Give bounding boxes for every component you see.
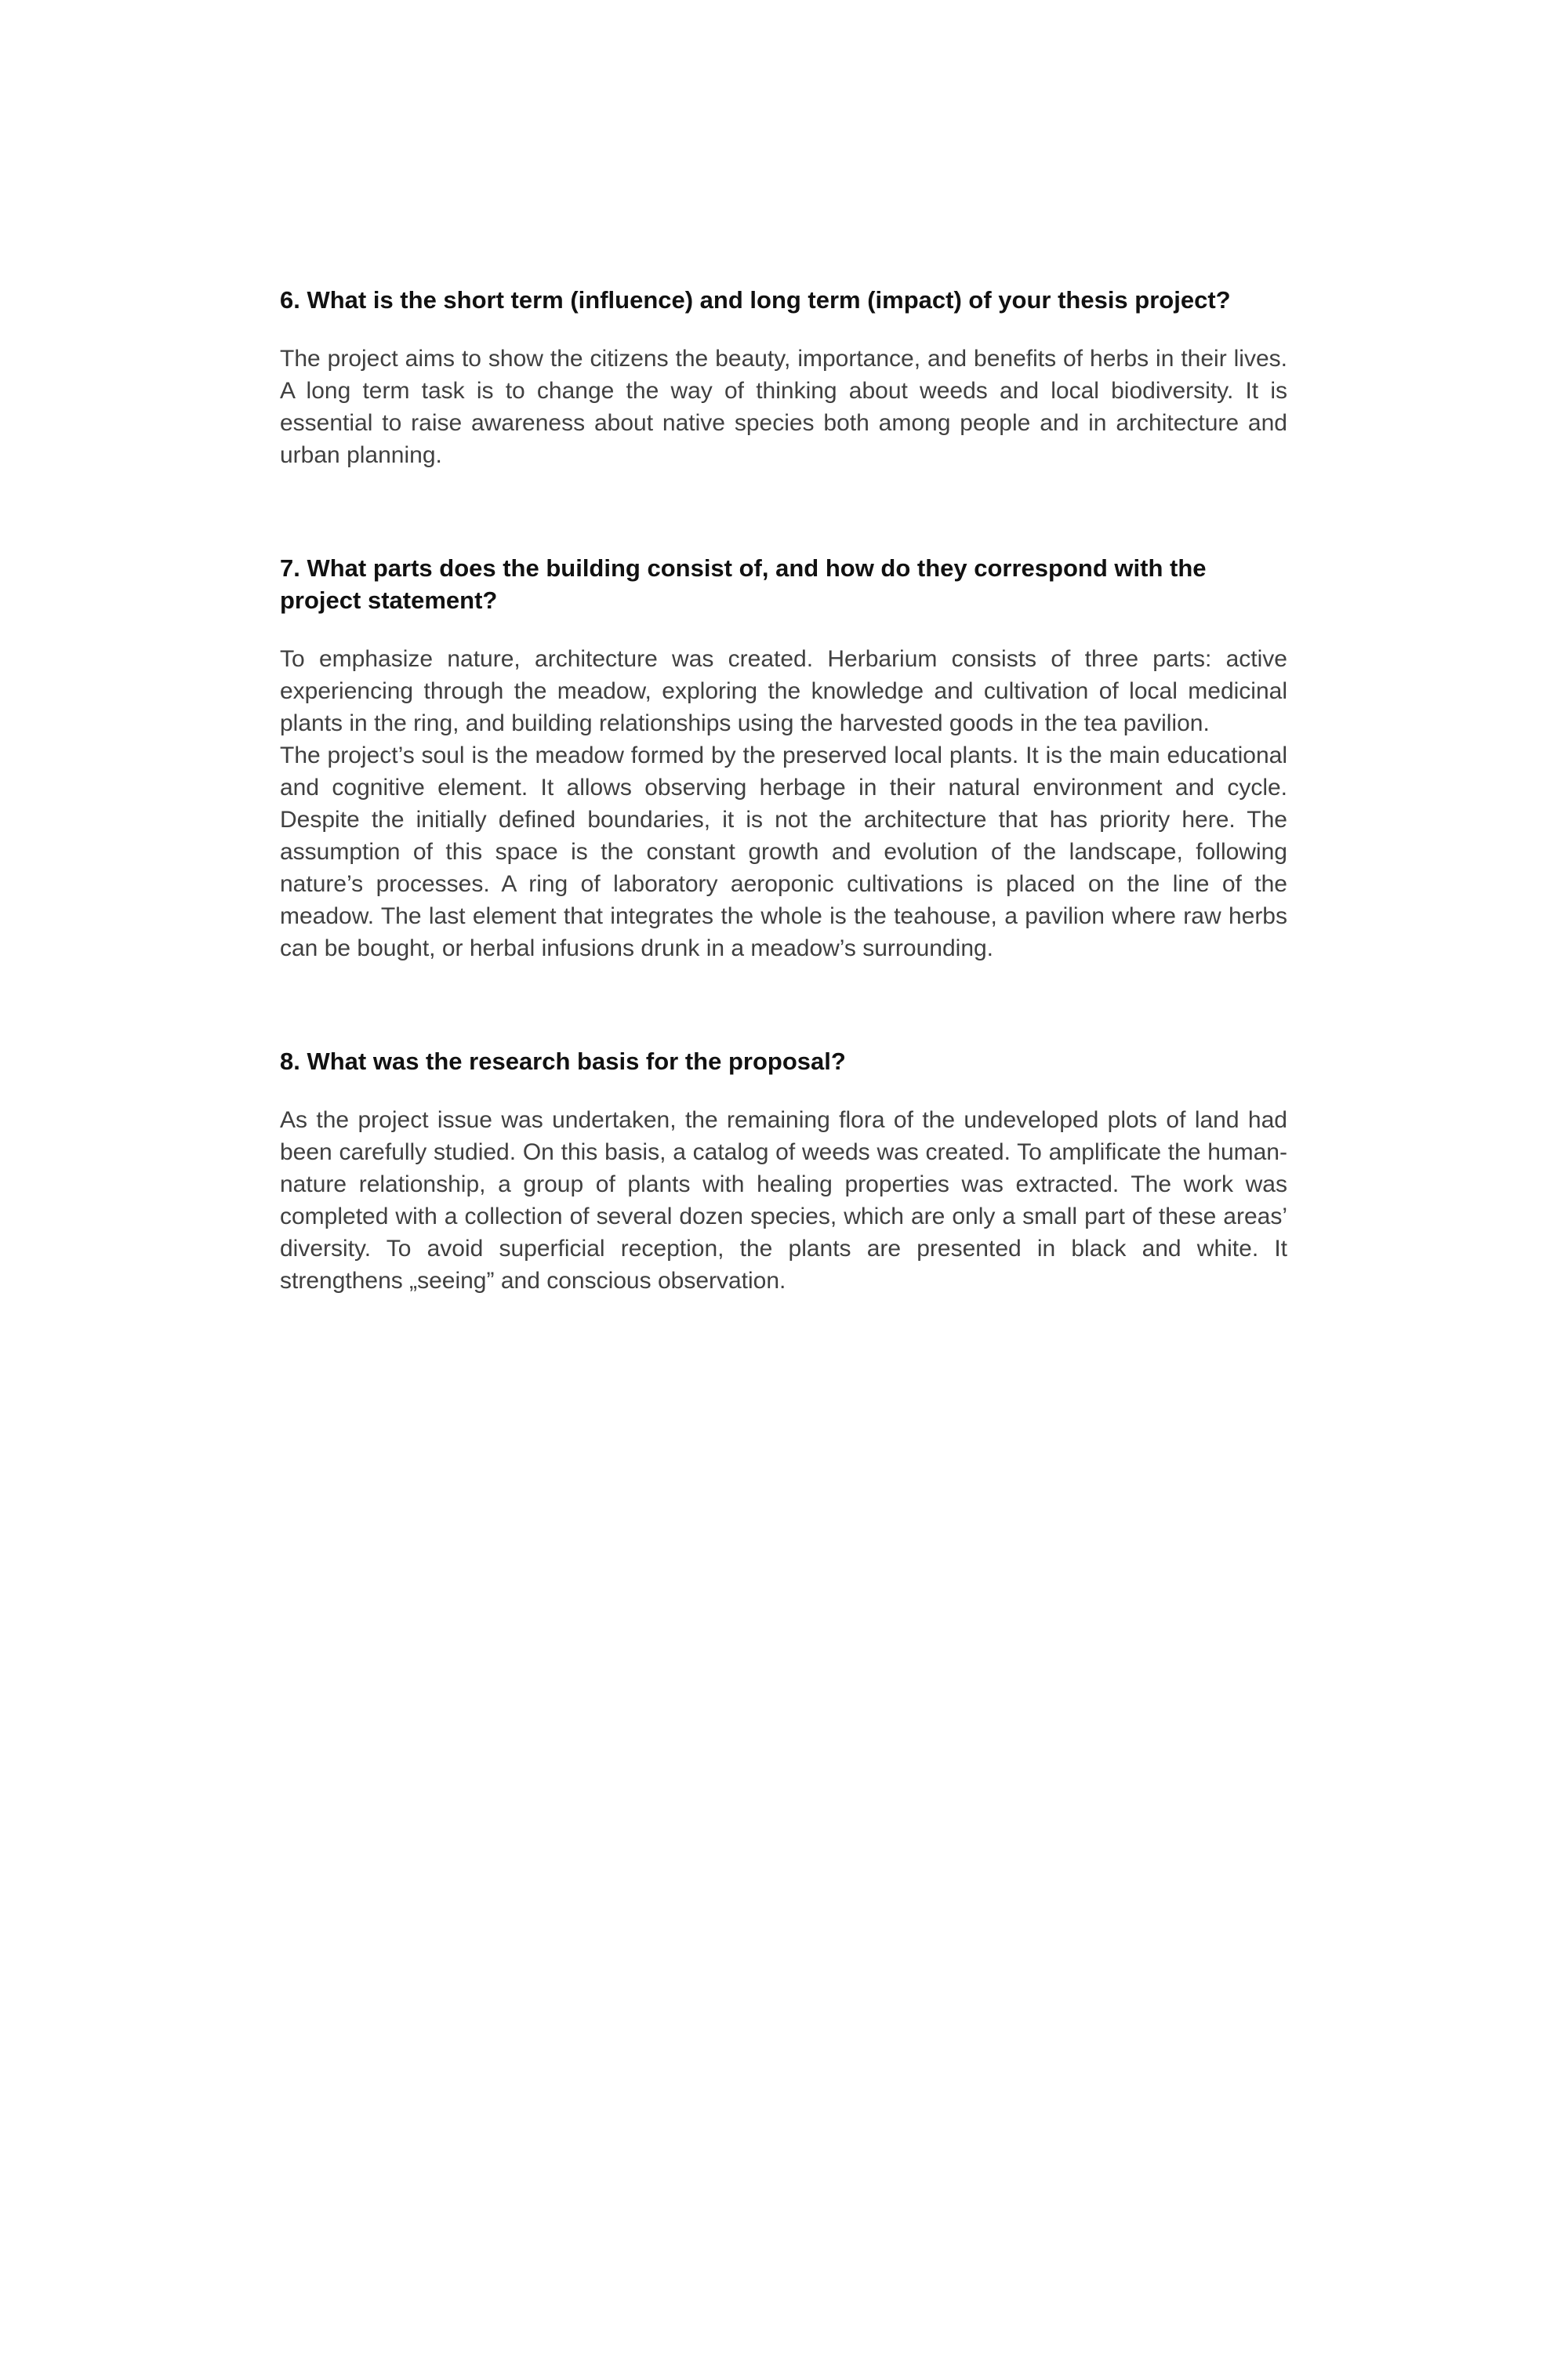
qa-section-6 — [280, 284, 1287, 471]
document-content — [280, 284, 1287, 1378]
question-heading-7: 7. What parts does the building consist of, and how do they correspond with the project statement? — [280, 554, 1207, 614]
question-heading-6: 6. What is the short term (influence) and long term (impact) of your thesis project? — [280, 286, 1231, 314]
answer-paragraph-7a: To emphasize nature, architecture was created. Herbarium consists of three parts: active experiencing through the meadow, exploring the knowledge and cultivation of local medicinal plants in the ring, and building relationships using the harvested goods in the tea pavilion. — [280, 646, 1287, 736]
qa-section-7 — [280, 552, 1287, 964]
question-heading-8: 8. What was the research basis for the proposal? — [280, 1048, 846, 1075]
answer-paragraph-7b: The project’s soul is the meadow formed by the preserved local plants. It is the main educational and cognitive element. It allows observing herbage in their natural environment and cycle. Despite the initially defined boundaries, it is not the architecture that has priority here. The assumption of this space is the constant growth and evolution of the landscape, following nature’s processes. A ring of laboratory aeroponic cultivations is placed on the line of the meadow. The last element that integrates the whole is the teahouse, a pavilion where raw herbs can be bought, or herbal infusions drunk in a meadow’s surrounding. — [280, 743, 1287, 961]
answer-paragraph-6: The project aims to show the citizens the beauty, importance, and benefits of herbs in their lives. A long term task is to change the way of thinking about weeds and local biodiversity. It is essential to raise awareness about native species both among people and in architecture and urban planning. — [280, 346, 1287, 468]
answer-paragraph-8: As the project issue was undertaken, the remaining flora of the undeveloped plots of land had been carefully studied. On this basis, a catalog of weeds was created. To amplificate the human-nature relationship, a group of plants with healing properties was extracted. The work was completed with a collection of several dozen species, which are only a small part of these areas’ diversity. To avoid superficial reception, the plants are presented in black and white. It strengthens „seeing” and conscious observation. — [280, 1107, 1287, 1294]
qa-section-8 — [280, 1045, 1287, 1297]
